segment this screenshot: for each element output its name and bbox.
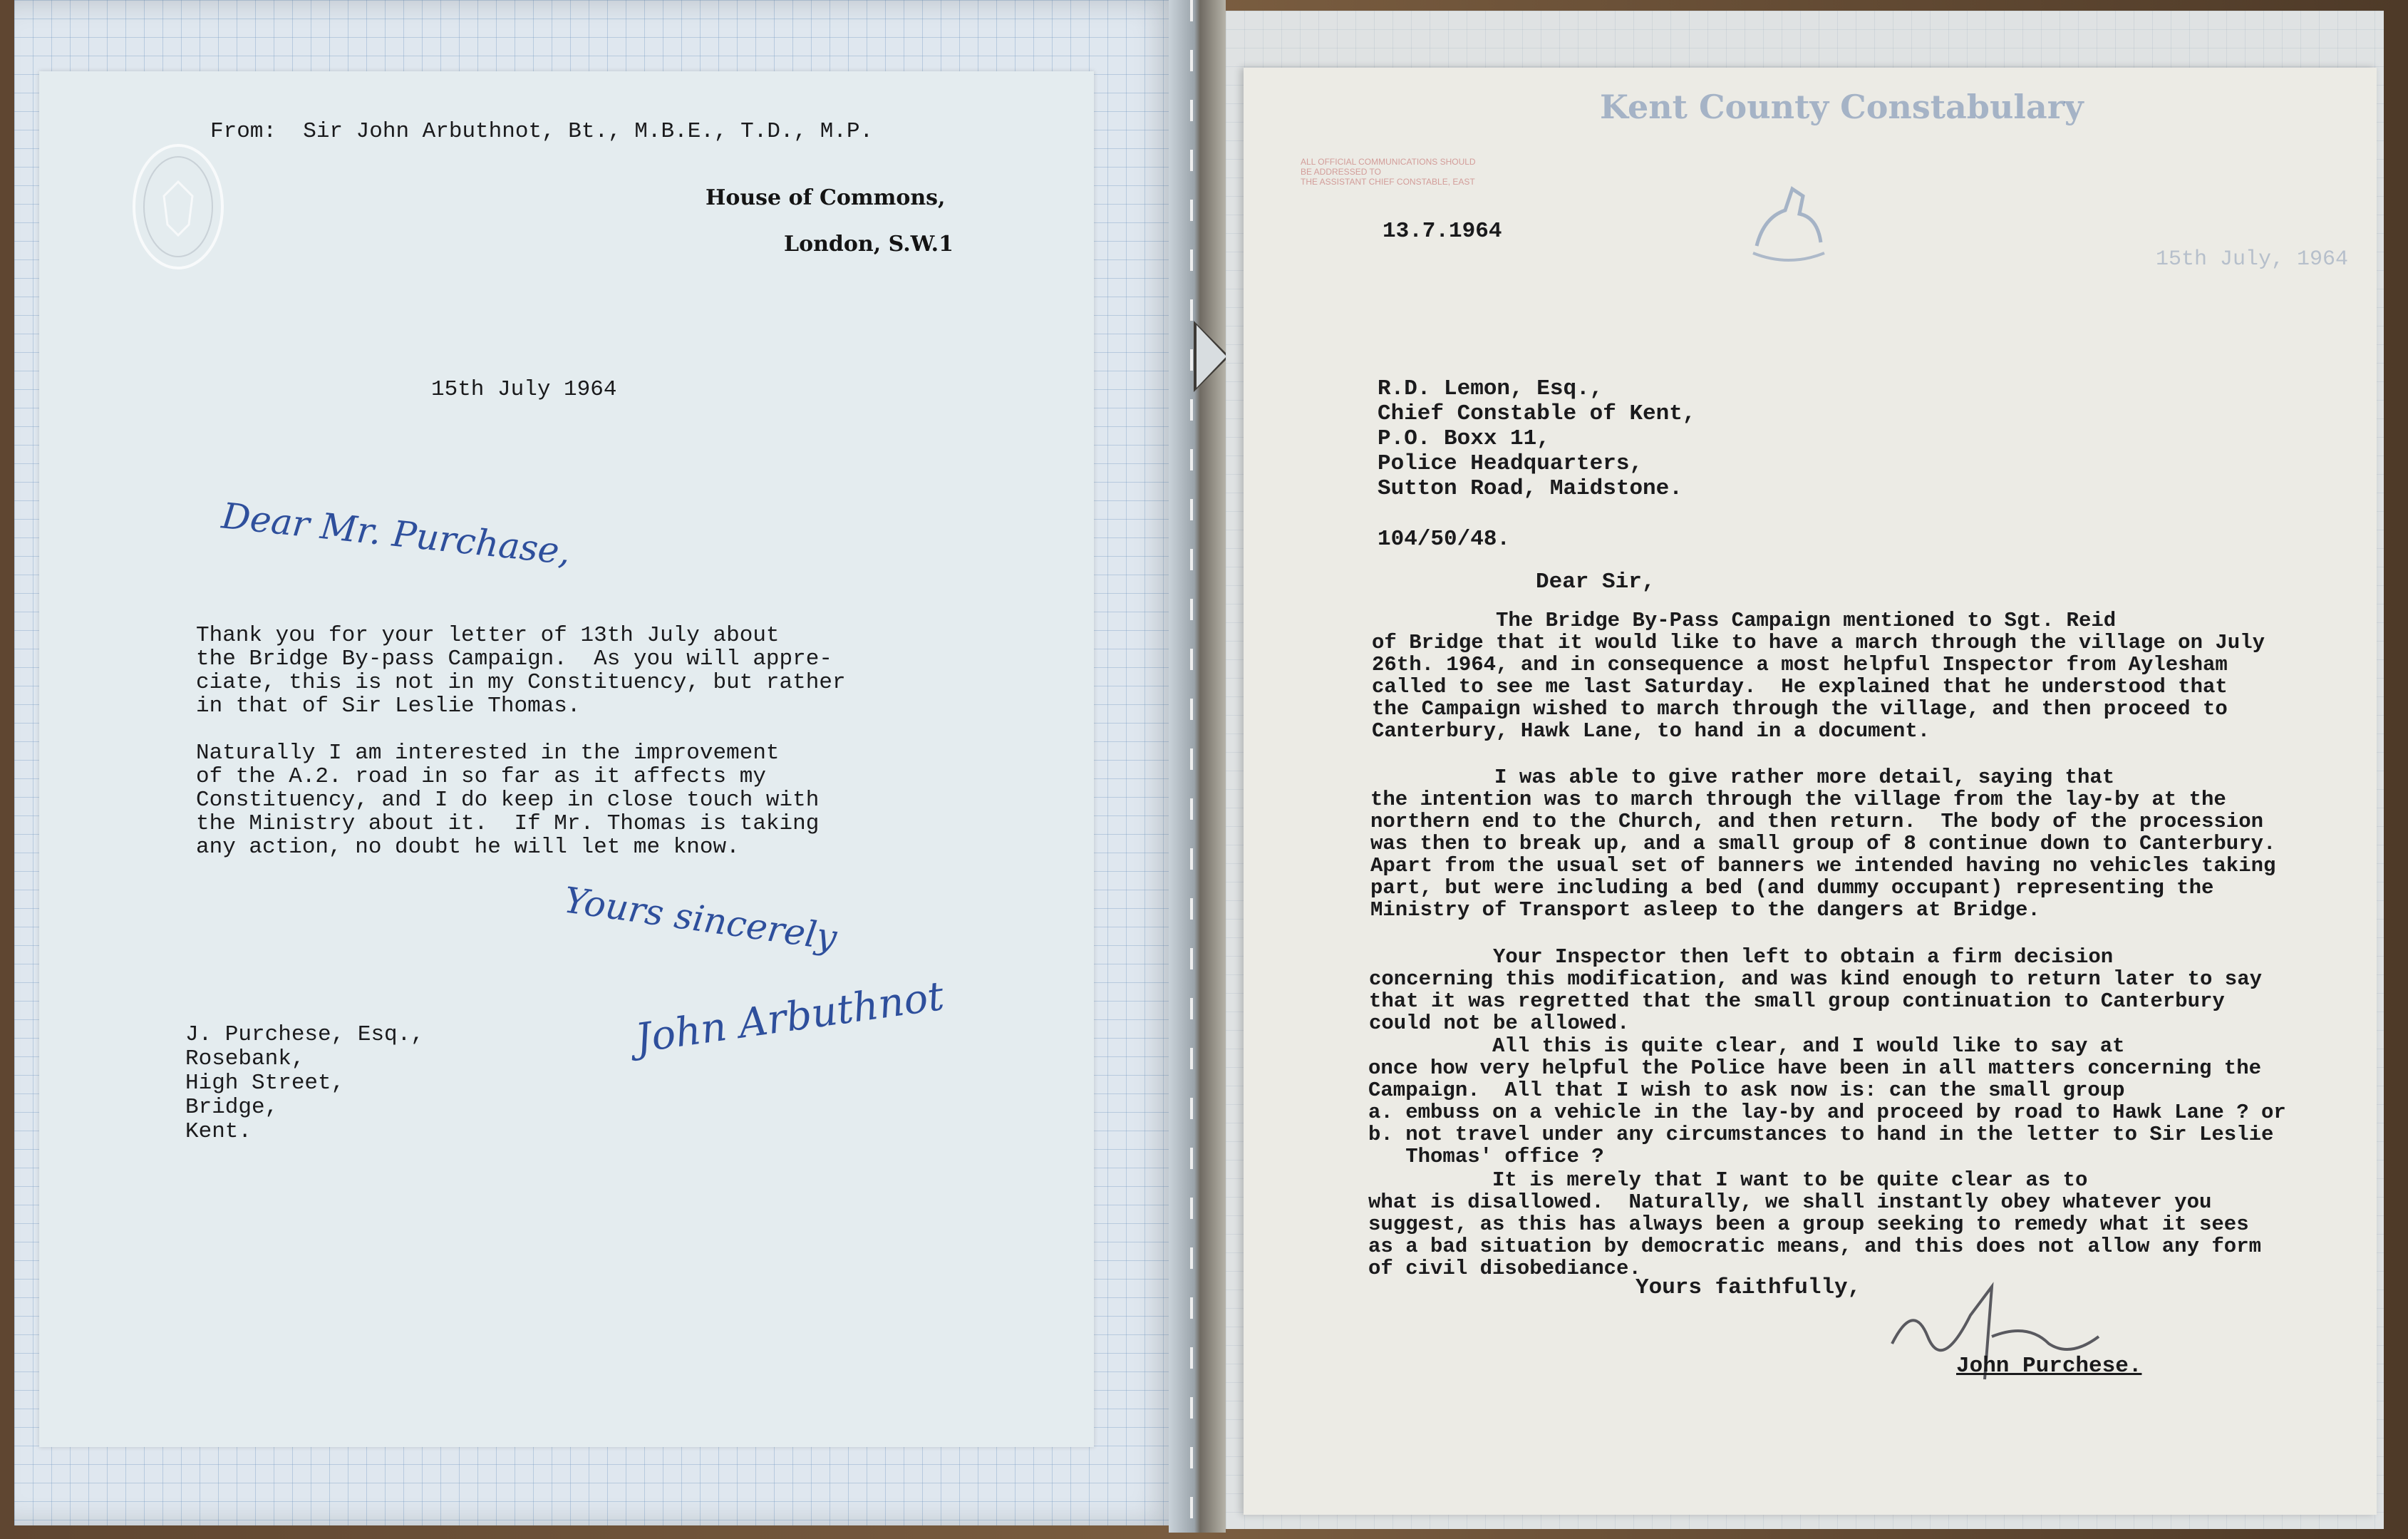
address-house-of-commons: House of Commons,: [706, 185, 946, 210]
handwritten-salutation: Dear Mr. Purchase,: [219, 495, 573, 573]
paragraph-2: Naturally I am interested in the improvement of the A.2. road in so far as it affects my Constituency, and I do keep in close touch with the Ministry about it. If Mr. Thomas is taking any action, no doubt he will let me know.: [196, 741, 820, 860]
reference-number: 104/50/48.: [1378, 527, 1511, 552]
arbuthnot-letter: [39, 71, 1094, 1447]
letterhead-ghost: Kent County Constabulary: [1600, 88, 2084, 126]
address-london: London, S.W.1: [784, 232, 954, 257]
binding-stitch: [1190, 0, 1193, 1533]
ghost-date: 15th July, 1964: [2156, 247, 2349, 272]
book-gutter: [1169, 0, 1226, 1533]
signatory-name: John Purchese.: [1956, 1354, 2142, 1379]
reference-notes: ALL OFFICIAL COMMUNICATIONS SHOULD BE ADDRESSED TO THE ASSISTANT CHIEF CONSTABLE, EAST: [1301, 157, 1476, 187]
closing: Yours faithfully,: [1636, 1275, 1861, 1300]
recipient-address: J. Purchese, Esq., Rosebank, High Street, Bridge, Kent.: [185, 1022, 424, 1144]
paragraph-4: All this is quite clear, and I would like to say at once how very helpful the Police have been in all matters concerning the Campaign. All that I wish to ask now is: can the small group a. embuss on a vehicle in the lay-by and proceed by road to Hawk Lane ? or b. not travel under any circumstances to hand in the letter to Sir Leslie Thomas' office ?: [1368, 1034, 2286, 1168]
paragraph-3: Your Inspector then left to obtain a firm decision concerning this modification, and was kind enough to return later to say that it was regretted that the small group continuation to Canterbury could not be allowed.: [1369, 945, 2263, 1035]
handwritten-signature: John Arbuthnot: [632, 972, 947, 1063]
addressee-block: R.D. Lemon, Esq., Chief Constable of Kent, P.O. Boxx 11, Police Headquarters, Sutton Road, Maidstone.: [1378, 376, 1696, 501]
salutation: Dear Sir,: [1536, 570, 1655, 595]
paragraph-5: It is merely that I want to be quite clear as to what is disallowed. Naturally, we shall instantly obey whatever you suggest, as this has always been a group seeking to remedy what it sees as a bad situation by democratic means, and this does not allow any form of civil disobediance.: [1368, 1168, 2262, 1280]
paragraph-1: Thank you for your letter of 13th July about the Bridge By-pass Campaign. As you will appre- ciate, this is not in my Constituency, but rather in that of Sir Leslie Thomas.: [196, 623, 846, 719]
purchese-letter: [1244, 68, 2377, 1515]
paragraph-1: The Bridge By-Pass Campaign mentioned to Sgt. Reid of Bridge that it would like to have a march through the village on July 26th. 1964, and in consequence a most helpful Inspector from Aylesham called to see me last Saturday. He explained that he understood that the Campaign wished to march through the village, and then proceed to Canterbury, Hawk Lane, to hand in a document.: [1372, 609, 2265, 743]
from-line: From: Sir John Arbuthnot, Bt., M.B.E., T.D., M.P.: [210, 119, 874, 144]
letter-date: 13.7.1964: [1383, 219, 1502, 244]
embossed-seal-icon: [128, 139, 228, 274]
paragraph-2: I was able to give rather more detail, saying that the intention was to march through the village from the lay-by at the northern end to the Church, and then return. The body of the procession was then to break up, and a small group of 8 continue down to Canterbury. Apart from the usual set of banners we intended having no vehicles taking part, but were including a bed (and dummy occupant) representing the Ministry of Transport asleep to the dangers at Bridge.: [1370, 766, 2276, 922]
letter-date: 15th July 1964: [431, 377, 617, 402]
page-tab-marker: [1194, 321, 1229, 392]
horse-crest-icon: [1735, 168, 1842, 267]
handwritten-closing: Yours sincerely: [561, 879, 839, 959]
